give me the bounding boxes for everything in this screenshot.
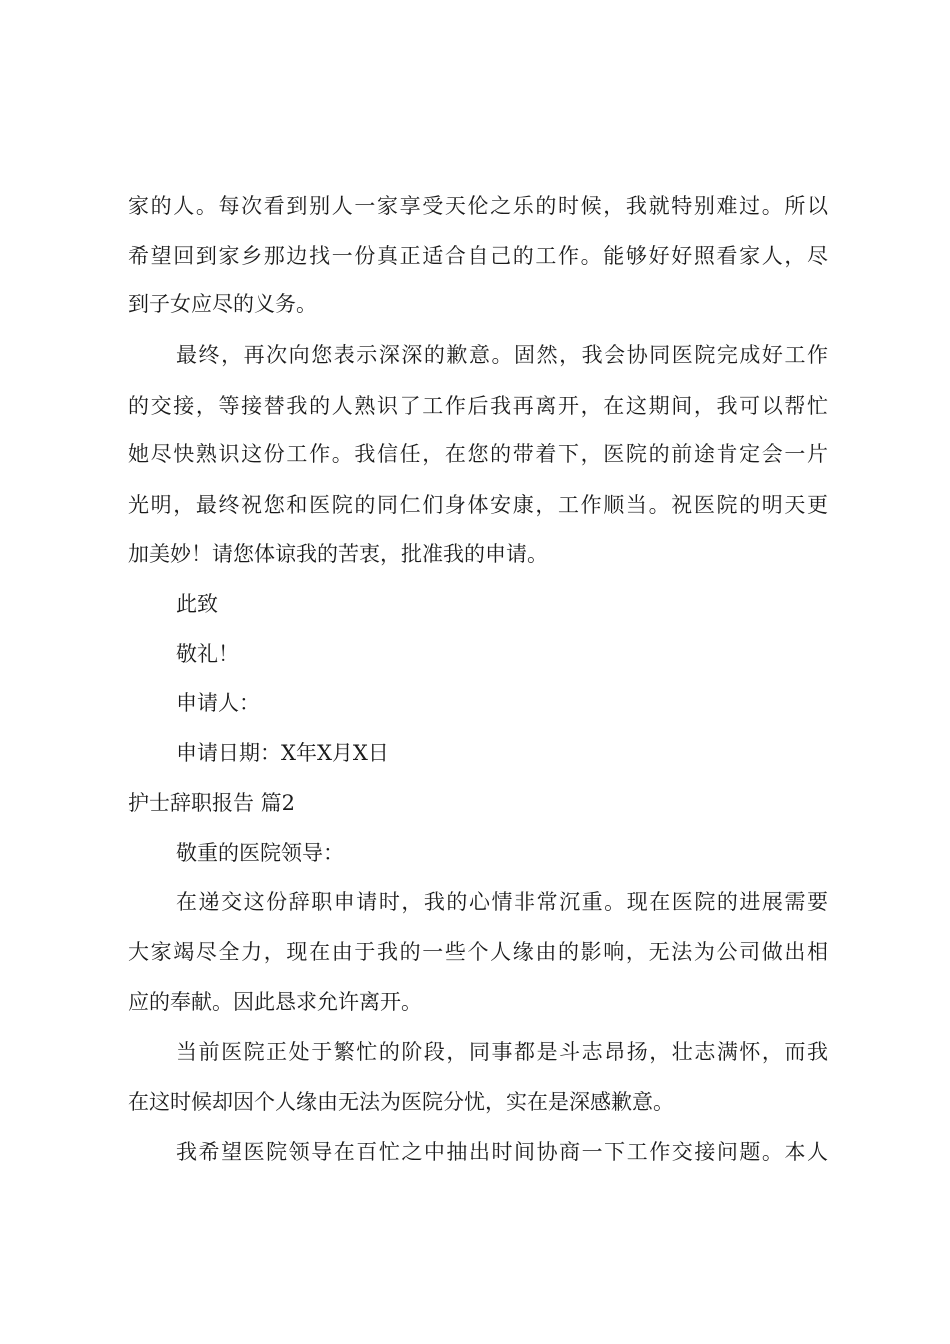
paragraph-line: 在这时候却因个人缘由无法为医院分忧，实在是深感歉意。 xyxy=(128,1090,674,1114)
closing-line: 此致 xyxy=(176,592,218,616)
paragraph-line: 大家竭尽全力，现在由于我的一些个人缘由的影响，无法为公司做出相 xyxy=(128,940,828,964)
date-line: 申请日期：X年X月X日 xyxy=(176,741,389,765)
paragraph-line: 家的人。每次看到别人一家享受天伦之乐的时候，我就特别难过。所以 xyxy=(128,194,828,218)
paragraph-line: 应的奉献。因此恳求允许离开。 xyxy=(128,990,422,1014)
paragraph-line: 的交接，等接替我的人熟识了工作后我再离开，在这期间，我可以帮忙 xyxy=(128,394,828,418)
paragraph-line: 最终，再次向您表示深深的歉意。固然，我会协同医院完成好工作 xyxy=(176,343,828,367)
paragraph-line: 在递交这份辞职申请时，我的心情非常沉重。现在医院的进展需要 xyxy=(176,890,828,914)
paragraph-line: 到子女应尽的义务。 xyxy=(128,292,317,316)
paragraph-line: 当前医院正处于繁忙的阶段，同事都是斗志昂扬，壮志满怀，而我 xyxy=(176,1040,828,1064)
paragraph-line: 光明，最终祝您和医院的同仁们身体安康，工作顺当。祝医院的明天更 xyxy=(128,493,828,517)
applicant-line: 申请人： xyxy=(176,691,260,715)
closing-line: 敬礼！ xyxy=(176,642,239,666)
paragraph-line: 她尽快熟识这份工作。我信任，在您的带着下，医院的前途肯定会一片 xyxy=(128,442,828,466)
salutation-line: 敬重的医院领导： xyxy=(176,841,344,865)
paragraph-line: 加美妙！请您体谅我的苦衷，批准我的申请。 xyxy=(128,542,548,566)
paragraph-line: 希望回到家乡那边找一份真正适合自己的工作。能够好好照看家人，尽 xyxy=(128,244,828,268)
paragraph-line: 我希望医院领导在百忙之中抽出时间协商一下工作交接问题。本人 xyxy=(176,1140,828,1164)
section-title: 护士辞职报告 篇2 xyxy=(128,791,296,815)
